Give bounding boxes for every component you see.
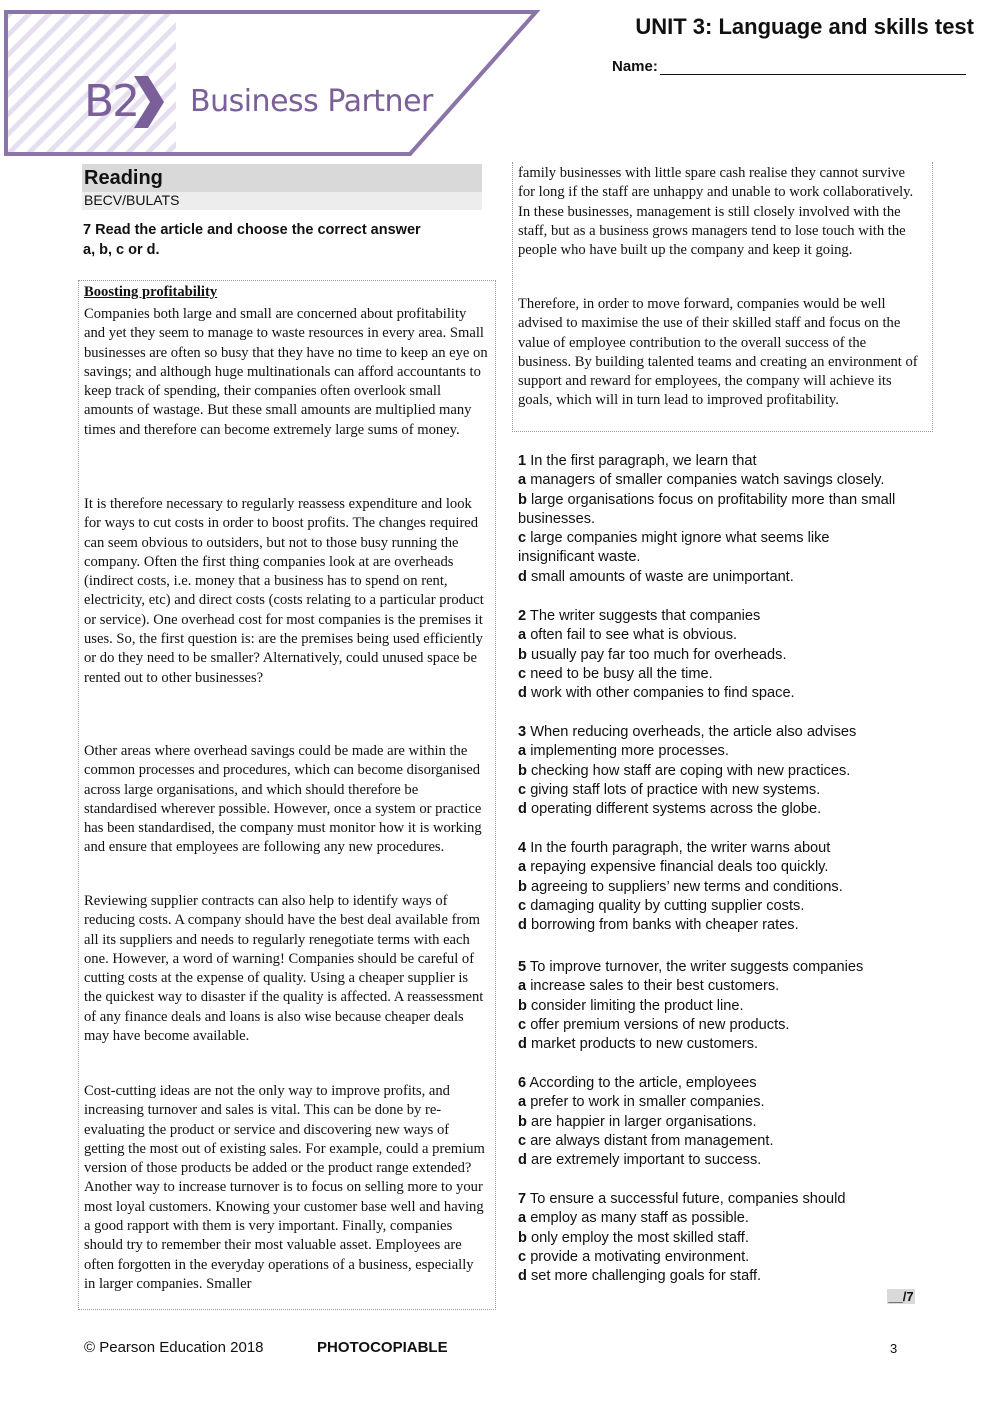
question-3 (518, 723, 948, 819)
question-stem: In the first paragraph, we learn that (530, 453, 757, 469)
question-stem: To improve turnover, the writer suggests companies (529, 959, 864, 975)
question-number: 2 (518, 608, 527, 624)
option-text: are always distant from management. (530, 1132, 774, 1149)
option-text: are extremely important to success. (530, 1152, 762, 1169)
article-paragraph-3: Other areas where overhead savings could be made are within the common processes and procedures, which can become disorganised across large organisations, and which should therefore be standardised wherever possible. However, once a system or practice has been standardised, the company must monitor how it is working and ensure that employees are following any new procedures. (84, 743, 482, 856)
instruction (83, 220, 483, 260)
option-text: only employ the most skilled staff. (530, 1229, 749, 1246)
question-number: 3 (518, 724, 527, 740)
option-letter: d (518, 1152, 527, 1169)
option-text: giving staff lots of practice with new systems. (530, 781, 821, 798)
option-text: employ as many staff as possible. (530, 1210, 749, 1227)
question-stem: To ensure a successful future, companies should (529, 1191, 846, 1207)
option-letter: c (518, 897, 527, 914)
option-letter: b (518, 878, 527, 895)
option-text: need to be busy all the time. (530, 665, 713, 682)
option-c[interactable] (518, 1016, 948, 1035)
option-b[interactable] (518, 878, 948, 897)
article-paragraph-7: Therefore, in order to move forward, companies would be well advised to maximise the use of their skilled staff and focus on the value of employee contribution to the overall success of the business. By building talented teams and creating an environment of support and reward for employees, the company will achieve its goals, which will in turn lead to improved profitability. (518, 296, 918, 409)
option-a[interactable] (518, 626, 948, 645)
question-stem: When reducing overheads, the article also advises (530, 724, 857, 740)
option-a[interactable] (518, 858, 948, 877)
option-d[interactable] (518, 916, 948, 935)
question-2 (518, 607, 948, 703)
brand-name: Business Partner (190, 84, 433, 119)
question-7 (518, 1190, 948, 1286)
option-d[interactable] (518, 1267, 948, 1286)
option-letter: c (518, 781, 527, 798)
option-letter: d (518, 685, 527, 702)
option-letter: b (518, 762, 527, 779)
option-text: managers of smaller companies watch savings closely. (530, 472, 885, 489)
article-paragraph-4: Reviewing supplier contracts can also help to identify ways of reducing costs. A company should have the best deal available from all its suppliers and needs to regularly renegotiate terms with each one. However, a word of warning! Companies should be careful of cutting costs at the expense of quality. Using a cheaper supplier is the quickest way to disaster if the quality is affected. A reassessment of any finance deals and loans is also wise because cheaper deals may have become available. (84, 893, 484, 1045)
article-paragraph-2: It is therefore necessary to regularly reassess expenditure and look for ways to cut costs in order to boost profits. The changes required can seem obvious to outsiders, but not to those busy running the company. Often the first thing companies look at are overheads (indirect costs, i.e. money that a business has to spend on rent, electricity, etc) and direct costs (costs relating to a particular product or service). One overhead cost for most companies is the premises it uses. So, the first question is: are the premises being used efficiently or do they need to be smaller? Alternatively, could unused space be rented out to other businesses? (84, 496, 484, 686)
option-a[interactable] (518, 471, 948, 490)
page-number: 3 (890, 1341, 898, 1356)
option-text: consider limiting the product line. (530, 997, 744, 1014)
option-letter: a (518, 1210, 527, 1227)
option-b[interactable] (518, 1229, 948, 1248)
option-text: small amounts of waste are unimportant. (530, 568, 794, 585)
option-letter: a (518, 627, 527, 644)
option-letter: a (518, 859, 527, 876)
option-a[interactable] (518, 1209, 948, 1228)
option-text: are happier in larger organisations. (530, 1113, 757, 1130)
question-number: 7 (518, 1191, 527, 1207)
photocopiable-label: PHOTOCOPIABLE (317, 1339, 448, 1356)
option-text: work with other companies to find space. (530, 685, 795, 702)
question-stem: The writer suggests that companies (529, 608, 761, 624)
article-title: Boosting profitability (84, 284, 218, 300)
option-c[interactable] (518, 529, 888, 568)
name-label: Name: (612, 58, 658, 75)
option-text: damaging quality by cutting supplier costs. (530, 897, 805, 914)
option-letter: a (518, 1094, 527, 1111)
option-letter: d (518, 568, 527, 585)
option-text: large companies might ignore what seems like insignificant waste. (518, 530, 830, 566)
option-letter: c (518, 665, 527, 682)
option-text: provide a motivating environment. (530, 1248, 750, 1265)
option-letter: a (518, 743, 527, 760)
question-stem: In the fourth paragraph, the writer warns about (530, 840, 831, 856)
question-stem: According to the article, employees (529, 1075, 757, 1091)
option-b[interactable] (518, 491, 918, 530)
option-d[interactable] (518, 800, 948, 819)
option-letter: d (518, 917, 527, 934)
option-text: usually pay far too much for overheads. (530, 646, 787, 663)
article-paragraph-6: family businesses with little spare cash realise they cannot survive for long if the staff are unhappy and unable to work collaboratively. In these businesses, management is still closely involved with the staff, but as a business grows managers tend to lose touch with the people who have built up the company and keep it going. (518, 165, 914, 259)
option-text: implementing more processes. (530, 743, 729, 760)
option-letter: b (518, 1229, 527, 1246)
unit-title: UNIT 3: Language and skills test (635, 14, 974, 39)
option-d[interactable] (518, 1035, 948, 1054)
option-c[interactable] (518, 665, 948, 684)
question-number: 6 (518, 1075, 527, 1091)
score-box[interactable]: __/7 (888, 1289, 914, 1304)
article-paragraph-1: Companies both large and small are concerned about profitability and yet they seem to manage to waste resources in every area. Small businesses are often so busy that they have no time to keep an eye on savings; and although huge multinationals can afford accountants to keep track of spending, their companies often overlook small amounts of wastage. But these small amounts are multiplied many times and therefore can become extremely large sums of money. (84, 306, 488, 438)
option-b[interactable] (518, 1113, 948, 1132)
option-letter: b (518, 491, 527, 508)
question-1 (518, 452, 948, 587)
question-number: 1 (518, 453, 527, 469)
option-b[interactable] (518, 997, 948, 1016)
option-letter: d (518, 801, 527, 818)
question-4 (518, 839, 948, 935)
option-letter: b (518, 997, 527, 1014)
option-text: often fail to see what is obvious. (530, 627, 738, 644)
option-c[interactable] (518, 897, 948, 916)
option-letter: a (518, 978, 527, 995)
option-c[interactable] (518, 1248, 948, 1267)
question-5 (518, 958, 948, 1054)
option-text: agreeing to suppliers’ new terms and conditions. (530, 878, 843, 895)
option-text: increase sales to their best customers. (530, 978, 780, 995)
question-number: 4 (518, 840, 527, 856)
option-letter: b (518, 1113, 527, 1130)
option-text: large organisations focus on profitability more than small businesses. (518, 491, 896, 527)
option-text: borrowing from banks with cheaper rates. (530, 917, 799, 934)
question-number: 5 (518, 959, 527, 975)
option-c[interactable] (518, 1132, 948, 1151)
option-a[interactable] (518, 1093, 948, 1112)
section-subtitle: BECV/BULATS (82, 192, 482, 210)
option-letter: c (518, 1132, 527, 1149)
option-d[interactable] (518, 568, 948, 587)
option-d[interactable] (518, 1151, 948, 1170)
option-letter: c (518, 1016, 527, 1033)
question-6 (518, 1074, 948, 1170)
option-letter: a (518, 472, 527, 489)
instruction-line-2: a, b, c or d. (83, 242, 160, 258)
option-letter: d (518, 1268, 527, 1285)
section-title: Reading (82, 164, 482, 192)
instruction-line-1: 7 Read the article and choose the correct answer (83, 222, 421, 238)
option-b[interactable] (518, 762, 948, 781)
option-letter: d (518, 1036, 527, 1053)
option-text: set more challenging goals for staff. (530, 1268, 762, 1285)
copyright: © Pearson Education 2018 (84, 1339, 264, 1356)
name-underline[interactable] (660, 60, 966, 75)
option-text: offer premium versions of new products. (530, 1016, 790, 1033)
option-d[interactable] (518, 684, 948, 703)
level-label: B2 (84, 76, 139, 127)
option-a[interactable] (518, 977, 948, 996)
option-c[interactable] (518, 781, 948, 800)
option-letter: c (518, 1248, 527, 1265)
option-text: market products to new customers. (530, 1036, 759, 1053)
option-text: prefer to work in smaller companies. (530, 1094, 765, 1111)
option-b[interactable] (518, 646, 948, 665)
option-letter: b (518, 646, 527, 663)
option-letter: c (518, 530, 527, 547)
option-text: operating different systems across the globe. (530, 801, 822, 818)
option-a[interactable] (518, 742, 948, 761)
option-text: checking how staff are coping with new practices. (530, 762, 851, 779)
name-field[interactable] (612, 58, 966, 75)
option-text: repaying expensive financial deals too quickly. (530, 859, 829, 876)
article-paragraph-5: Cost-cutting ideas are not the only way to improve profits, and increasing turnover and sales is vital. This can be done by re-evaluating the product or service and discovering new ways of getting the most out of existing sales. For example, could a premium version of those products be added or the product range extended? Another way to increase turnover is to focus on selling more to your most loyal customers. Knowing your customer base well and having a good rapport with them is very important. Finally, companies should try to remember their most valuable asset. Employees are often forgotten in the everyday operations of a business, especially in larger companies. Smaller (84, 1083, 485, 1292)
